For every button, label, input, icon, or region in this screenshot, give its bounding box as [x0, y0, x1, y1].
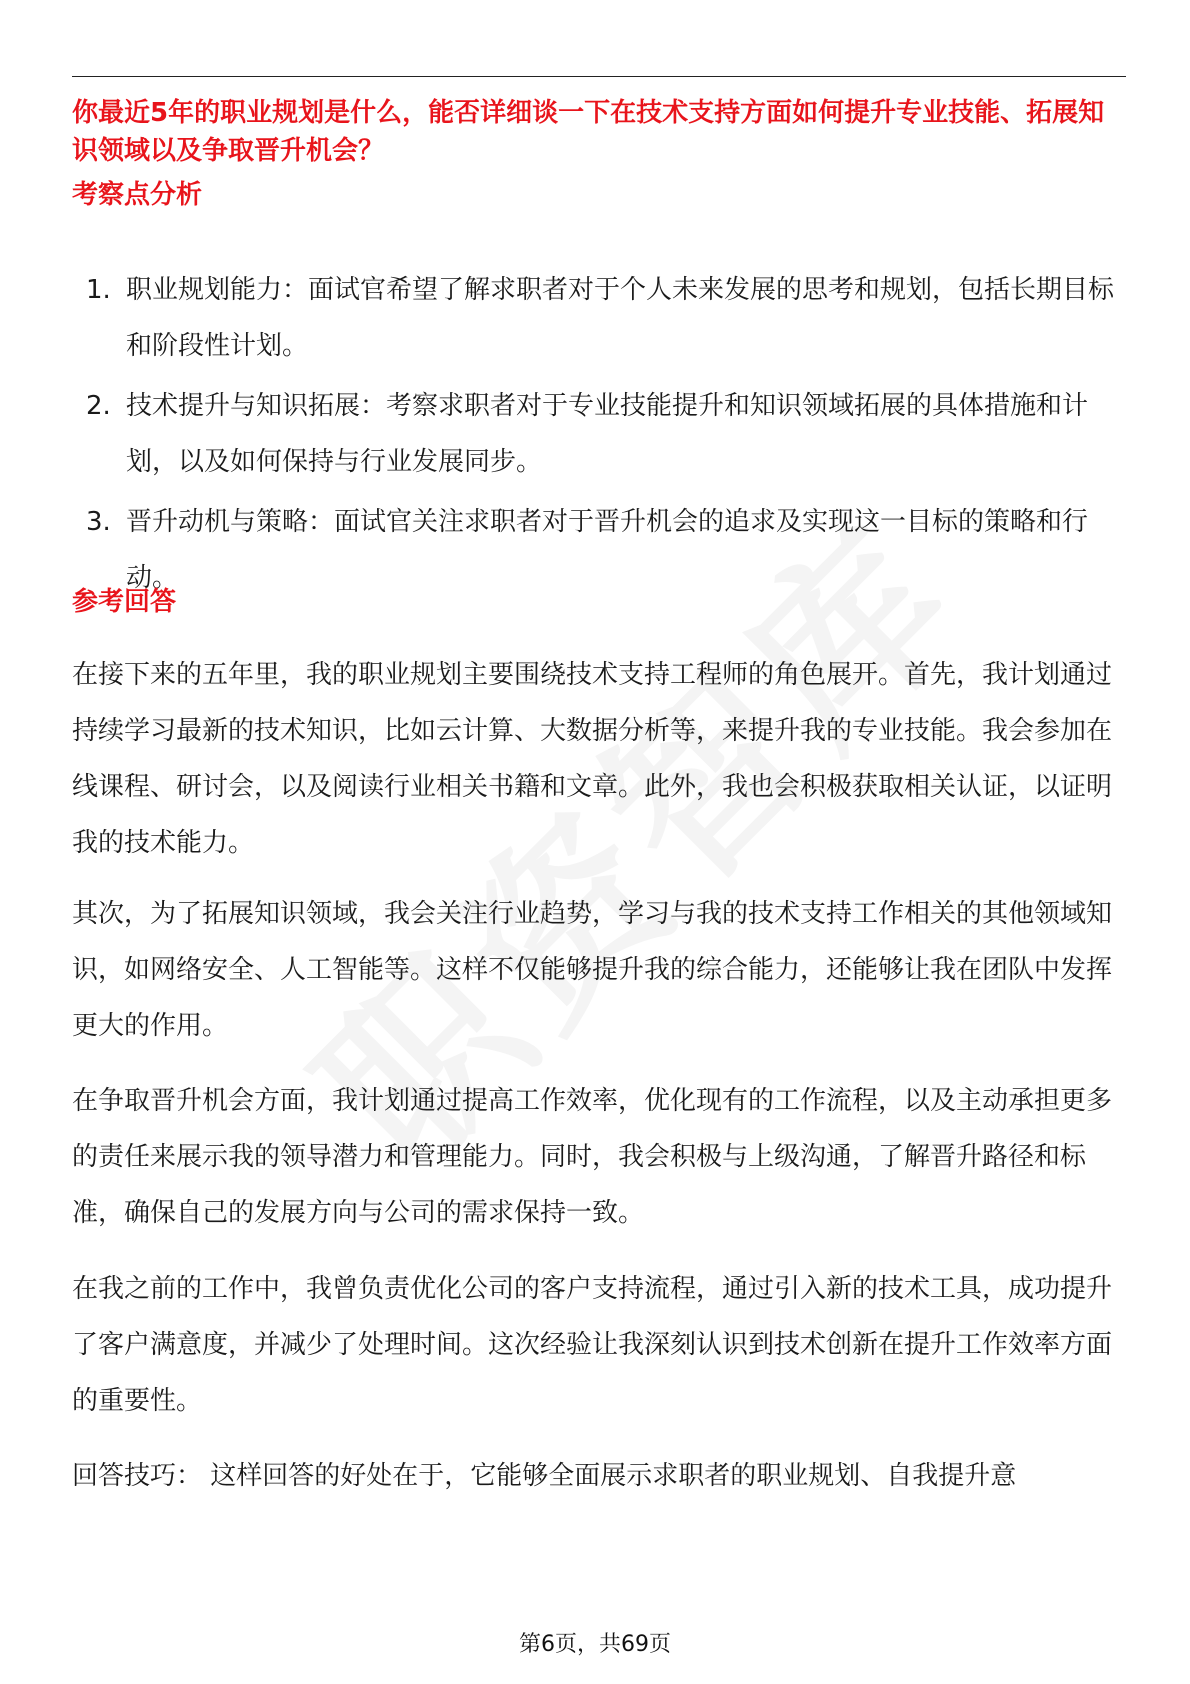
analysis-list: [72, 262, 1126, 610]
page-footer: 第6页，共69页: [519, 1632, 671, 1657]
top-divider: [72, 76, 1126, 77]
answer-paragraph-text: 在接下来的五年里，我的职业规划主要围绕技术支持工程师的角色展开。首先，我计划通过持续学习最新的技术知识，比如云计算、大数据分析等，来提升我的专业技能。我会参加在线课程、研讨会，以及阅读行业相关书籍和文章。此外，我也会积极获取相关认证，以证明我的技术能力。: [72, 660, 1113, 858]
analysis-item: [72, 378, 1126, 490]
answer-paragraph-text: 在我之前的工作中，我曾负责优化公司的客户支持流程，通过引入新的技术工具，成功提升了客户满意度，并减少了处理时间。这次经验让我深刻认识到技术创新在提升工作效率方面的重要性。: [72, 1274, 1113, 1416]
analysis-item-text: 技术提升与知识拓展：考察求职者对于专业技能提升和知识领域拓展的具体措施和计划，以及如何保持与行业发展同步。: [126, 391, 1089, 477]
answer-paragraph: [72, 1261, 1126, 1429]
analysis-item-number: 2.: [86, 391, 111, 421]
analysis-heading: 考察点分析: [72, 180, 203, 210]
analysis-item: [72, 262, 1126, 374]
analysis-item-text: 职业规划能力：面试官希望了解求职者对于个人未来发展的思考和规划，包括长期目标和阶段性计划。: [126, 275, 1115, 361]
answer-tips: [72, 1448, 1126, 1504]
analysis-item-number: 3.: [86, 507, 111, 537]
answer-paragraph-text: 在争取晋升机会方面，我计划通过提高工作效率，优化现有的工作流程，以及主动承担更多的责任来展示我的领导潜力和管理能力。同时，我会积极与上级沟通，了解晋升路径和标准，确保自己的发展方向与公司的需求保持一致。: [72, 1086, 1113, 1228]
analysis-item: [72, 494, 1126, 606]
analysis-item-number: 1.: [86, 275, 111, 305]
answer-tips-text: 回答技巧： 这样回答的好处在于，它能够全面展示求职者的职业规划、自我提升意: [72, 1461, 1017, 1491]
answer-heading: 参考回答: [72, 587, 177, 617]
answer-paragraph: [72, 1073, 1126, 1241]
answer-paragraph: [72, 886, 1126, 1054]
answer-paragraph: [72, 647, 1126, 871]
analysis-item-text: 晋升动机与策略：面试官关注求职者对于晋升机会的追求及实现这一目标的策略和行动。: [126, 507, 1089, 593]
question-title: 你最近5年的职业规划是什么，能否详细谈一下在技术支持方面如何提升专业技能、拓展知识领域以及争取晋升机会？: [72, 98, 1105, 166]
answer-paragraph-text: 其次，为了拓展知识领域，我会关注行业趋势，学习与我的技术支持工作相关的其他领域知识，如网络安全、人工智能等。这样不仅能够提升我的综合能力，还能够让我在团队中发挥更大的作用。: [72, 899, 1113, 1041]
